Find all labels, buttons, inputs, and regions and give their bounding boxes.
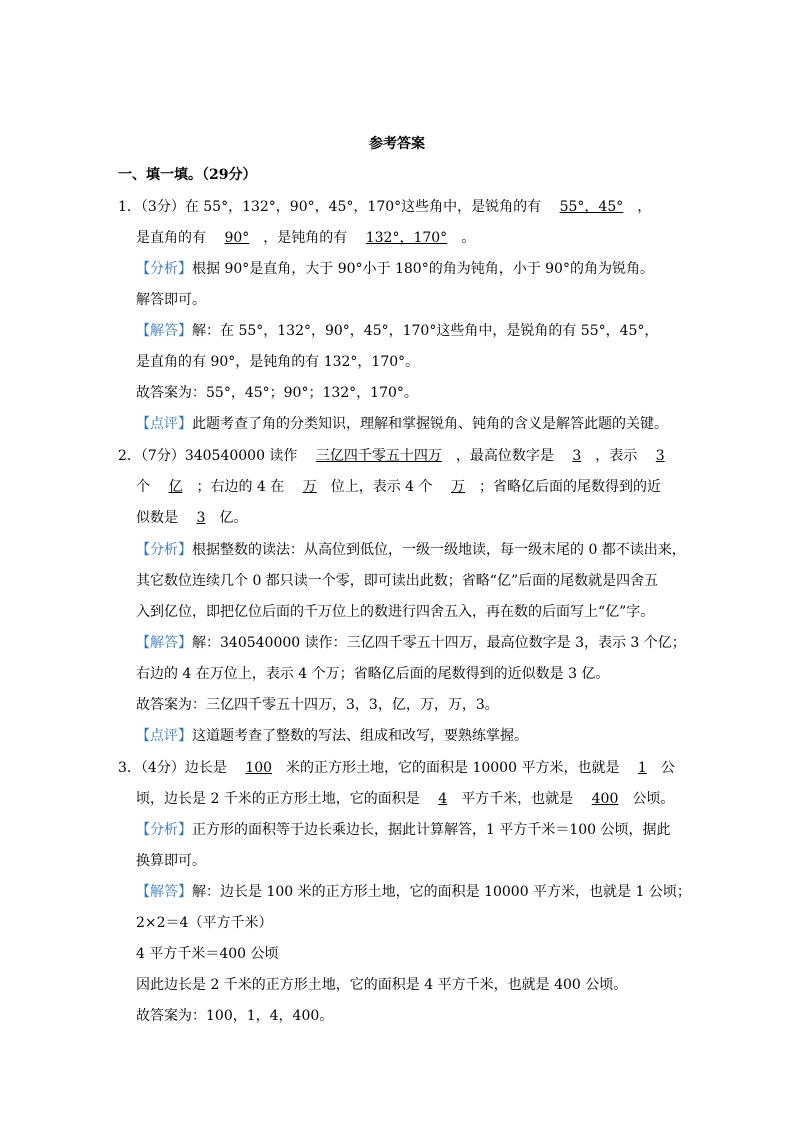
q1-solution: 【解答】解：在 55°，132°，90°，45°，170°这些角中，是锐角的有 55°，45°， xyxy=(136,323,659,339)
q1-blank-acute: 55°，45° xyxy=(559,199,624,215)
comment-tag: 【点评】 xyxy=(136,728,192,744)
q3-line2: 顷，边长是 2 千米的正方形土地，它的面积是 4 平方千米，也就是 400 公顷。 xyxy=(136,791,675,807)
q2-comment: 【点评】这道题考查了整数的写法、组成和改写，要熟练掌握。 xyxy=(136,728,528,744)
q3-answer: 故答案为：100，1，4，400。 xyxy=(136,1008,334,1024)
q2-blank-approx: 3 xyxy=(196,510,206,526)
q2-blank-unit2: 万 xyxy=(302,479,317,495)
q1-analysis: 【分析】根据 90°是直角，大于 90°小于 180°的角为钝角，小于 90°的角为锐角。 xyxy=(136,261,654,277)
q2-analysis: 【分析】根据整数的读法：从高位到低位，一级一级地读，每一级末尾的 0 都不读出来， xyxy=(136,542,686,558)
q3-blank-side: 100 xyxy=(245,760,273,776)
q2-answer: 故答案为：三亿四千零五十四万，3，3，亿，万，万，3。 xyxy=(136,697,499,713)
q2-line3: 似数是 3 亿。 xyxy=(136,510,248,526)
q1-analysis-2: 解答即可。 xyxy=(136,292,206,308)
comment-tag: 【点评】 xyxy=(136,416,192,432)
q3-analysis-2: 换算即可。 xyxy=(136,853,206,869)
solution-tag: 【解答】 xyxy=(136,635,192,651)
q3-blank-hectare: 1 xyxy=(637,760,647,776)
q2-line1: 2．（7分）340540000 读作 三亿四千零五十四万 ，最高位数字是 3 ，表示 3 xyxy=(118,446,679,466)
q3-blank-hectares: 400 xyxy=(591,791,619,807)
q2-analysis-3: 入到亿位，即把亿位后面的千万位上的数进行四舍五入，再在数的后面写上“亿”字。 xyxy=(136,604,655,620)
solution-tag: 【解答】 xyxy=(136,884,192,900)
q2-line2: 个 亿 ；右边的 4 在 万 位上，表示 4 个 万 ；省略亿后面的尾数得到的近 xyxy=(136,479,661,495)
q2-analysis-2: 其它数位连续几个 0 都只读一个零，即可读出此数；省略“亿”后面的尾数就是四舍五 xyxy=(136,573,659,589)
q1-blank-right: 90° xyxy=(224,230,250,246)
q1-solution-2: 是直角的有 90°，是钝角的有 132°，170°。 xyxy=(136,354,420,370)
q2-solution-2: 右边的 4 在万位上，表示 4 个万；省略亿后面的尾数得到的近似数是 3 亿。 xyxy=(136,666,610,682)
q1-blank-obtuse: 132°，170° xyxy=(365,230,448,246)
analysis-tag: 【分析】 xyxy=(136,542,192,558)
q2-blank-digit: 3 xyxy=(572,448,582,464)
q1-answer: 故答案为：55°，45°；90°；132°，170°。 xyxy=(136,385,418,401)
section-heading: 一、填一填。（29分） xyxy=(118,167,257,183)
q1-line2: 是直角的有 90° ，是钝角的有 132°，170° 。 xyxy=(136,230,476,246)
q3-blank-area: 4 xyxy=(438,791,448,807)
q2-blank-reading: 三亿四千零五十四万 xyxy=(315,448,442,464)
q1-line1: 1．（3分）在 55°，132°，90°，45°，170°这些角中，是锐角的有 55°，45° ， xyxy=(118,199,652,215)
q1-comment: 【点评】此题考查了角的分类知识，理解和掌握锐角、钝角的含义是解答此题的关键。 xyxy=(136,416,668,432)
q3-conclusion: 因此边长是 2 千米的正方形土地，它的面积是 4 平方千米，也就是 400 公顷。 xyxy=(136,977,628,993)
solution-tag: 【解答】 xyxy=(136,323,192,339)
q3-line1: 3．（4分）边长是 100 米的正方形土地，它的面积是 10000 平方米，也就是 1 公 xyxy=(118,760,675,776)
analysis-tag: 【分析】 xyxy=(136,822,192,838)
q3-calc-2: 4 平方千米＝400 公顷 xyxy=(136,946,279,962)
q3-solution: 【解答】解：边长是 100 米的正方形土地，它的面积是 10000 平方米，也就是 1 公顷； xyxy=(136,884,691,900)
analysis-tag: 【分析】 xyxy=(136,261,192,277)
q2-blank-unit1: 亿 xyxy=(168,479,183,495)
page-title: 参考答案 xyxy=(369,136,425,152)
q3-analysis: 【分析】正方形的面积等于边长乘边长，据此计算解答，1 平方千米＝100 公顷，据此 xyxy=(136,822,671,838)
q2-blank-unit3: 万 xyxy=(450,479,465,495)
q2-solution: 【解答】解：340540000 读作：三亿四千零五十四万，最高位数字是 3，表示 3 个亿； xyxy=(136,635,686,651)
q3-calc-1: 2×2＝4（平方千米） xyxy=(136,915,273,931)
q2-blank-count: 3 xyxy=(655,448,665,464)
